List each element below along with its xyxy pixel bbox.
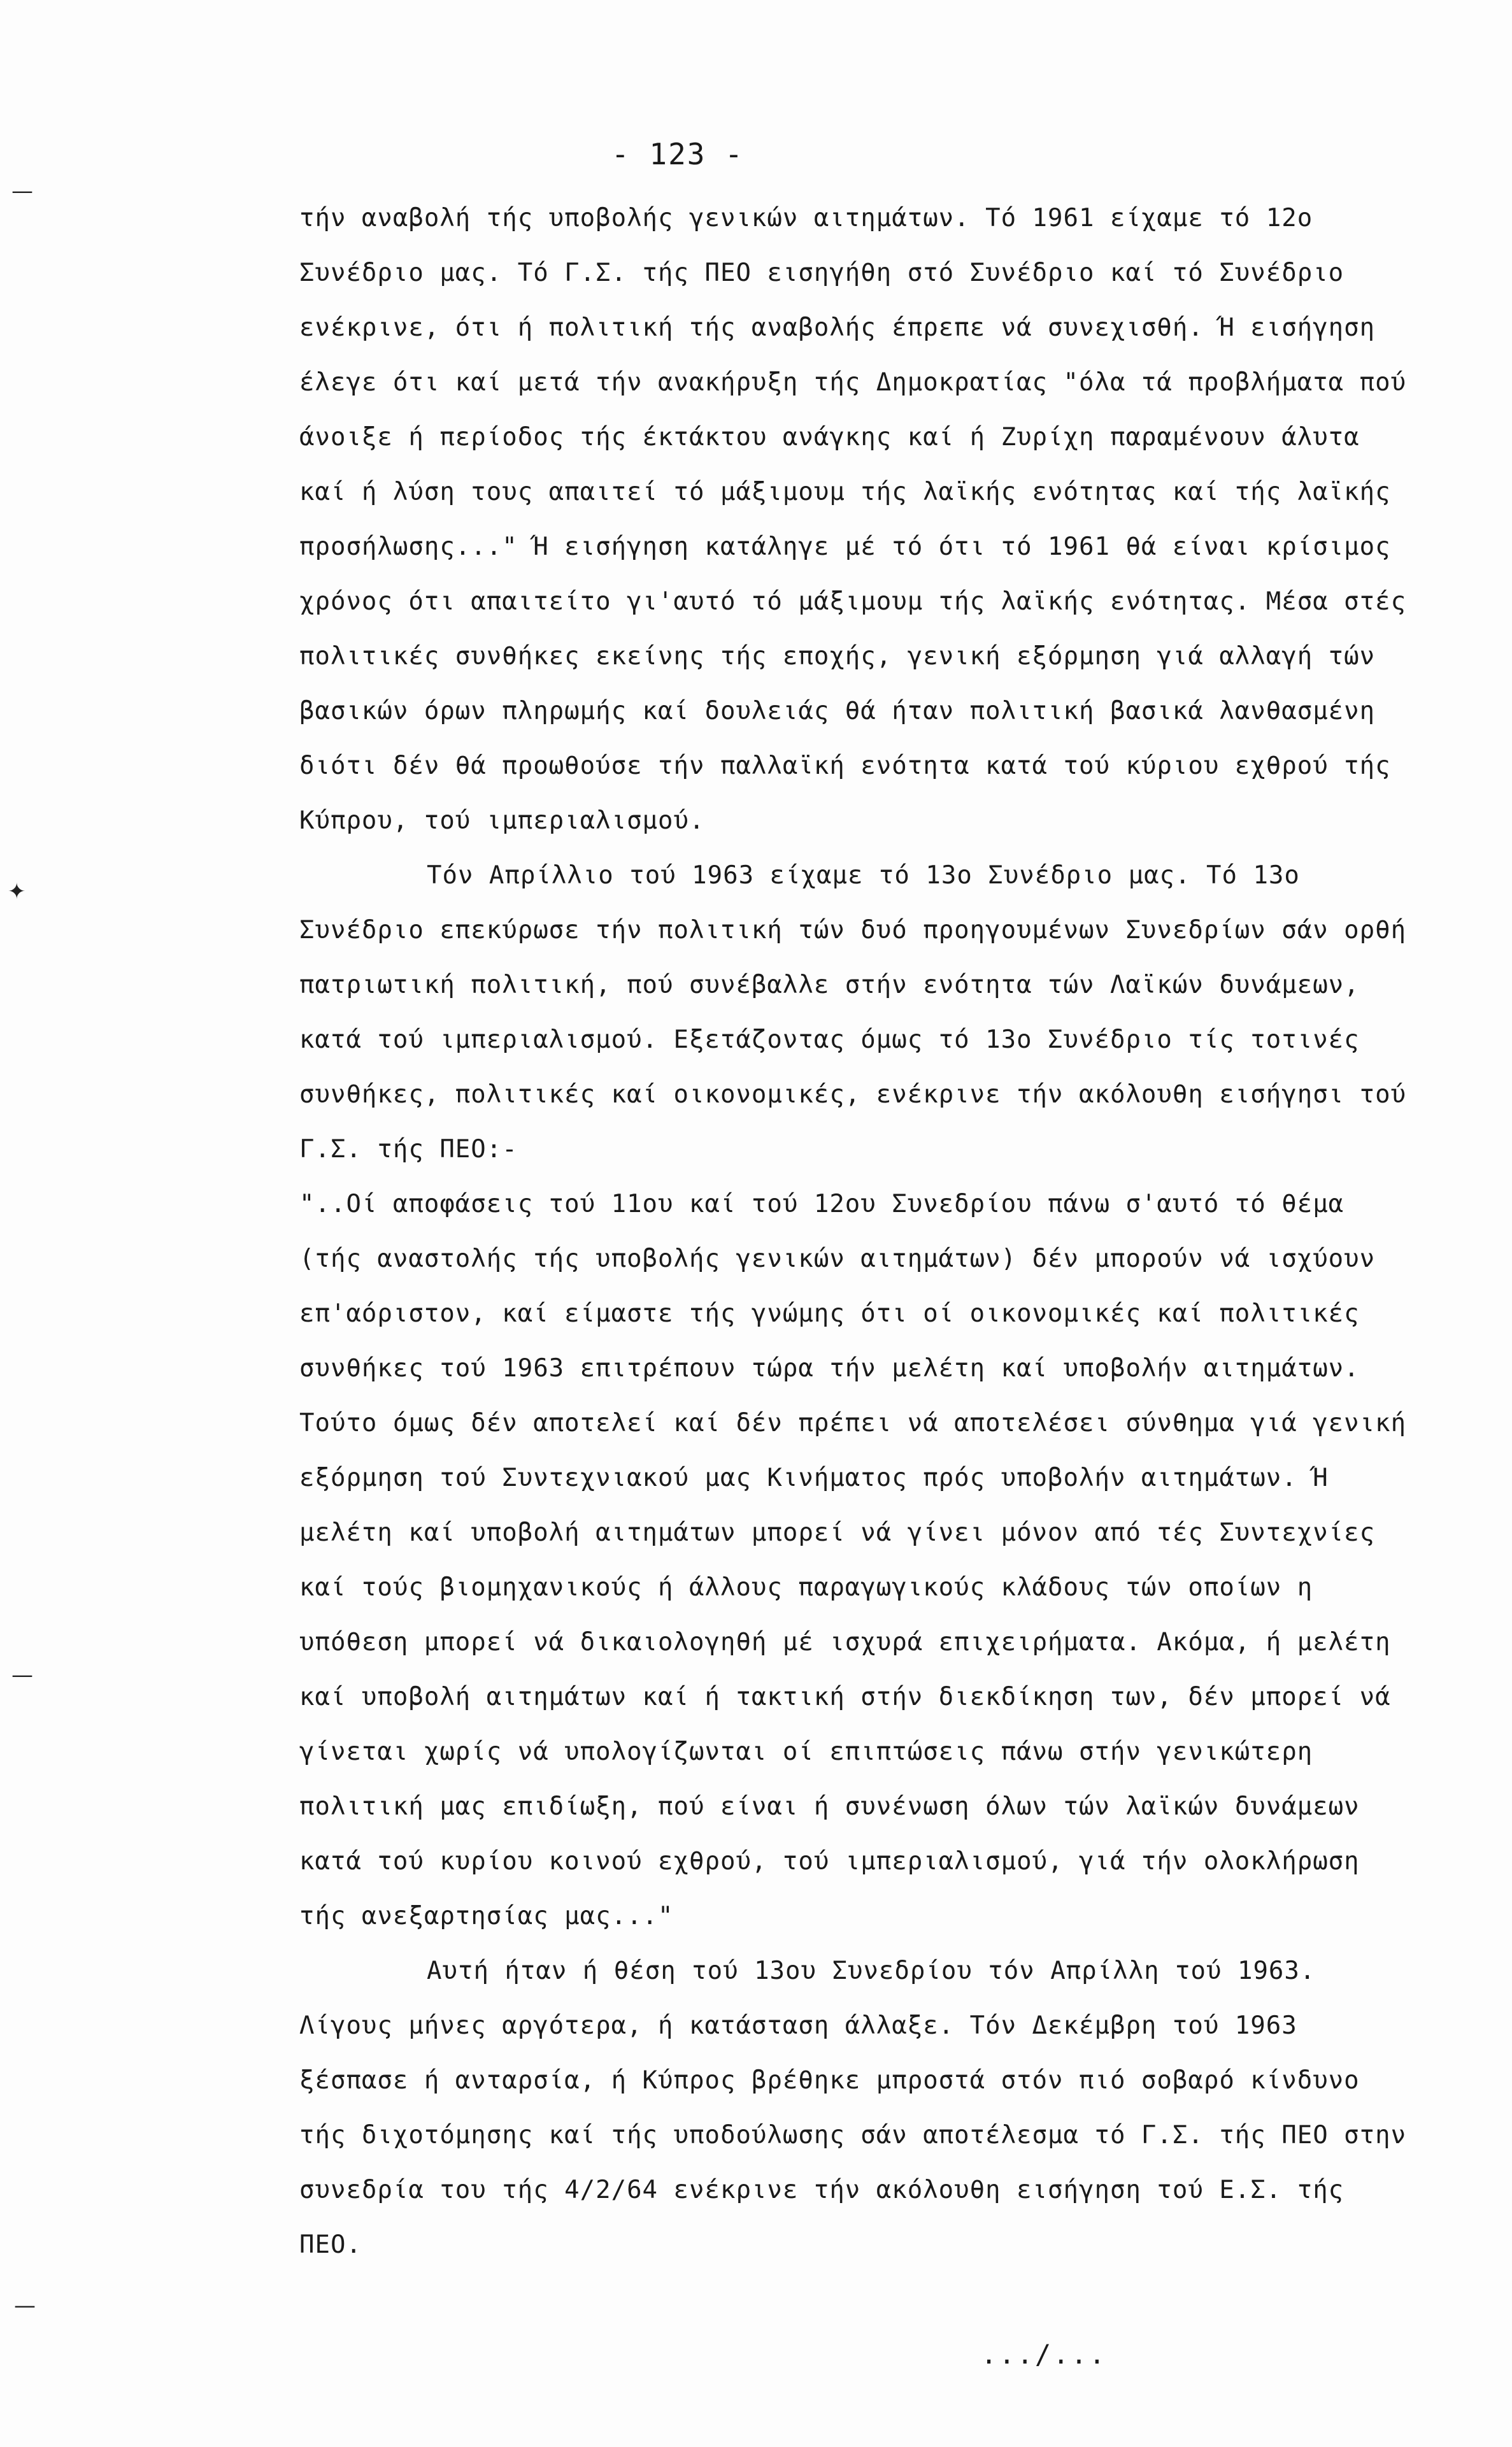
margin-tick-mark: — xyxy=(11,178,33,204)
paragraph-4: Αυτή ήταν ή θέση τού 13ου Συνεδρίου τόν Απρίλλη τού 1963. Λίγους μήνες αργότερα, ή κατάσταση άλλαξε. Τόν Δεκέμβρη τού 1963 ξέσπασε ή ανταρσία, ή Κύπρος βρέθηκε μπροστά στόν πιό σοβαρό κίνδυνο τής διχοτόμησης καί τής υποδούλωσης σάν αποτέλεσμα τό Γ.Σ. τής ΠΕΟ στην συνεδρία του τής 4/2/64 ενέκρινε τήν ακόλουθη εισήγηση τού Ε.Σ. τής ΠΕΟ. xyxy=(299,1957,1407,2259)
paragraph-2: Τόν Απρίλλιο τού 1963 είχαμε τό 13ο Συνέδριο μας. Τό 13ο Συνέδριο επεκύρωσε τήν πολιτική τών δυό προηγουμένων Συνεδρίων σάν ορθή πατριωτική πολιτική, πού συνέβαλλε στήν ενότητα τών Λαϊκών δυνάμεων, κατά τού ιμπεριαλισμού. Εξετάζοντας όμως τό 13ο Συνέδριο τίς τοτινές συνθήκες, πολιτικές καί οικονομικές, ενέκρινε τήν ακόλουθη εισήγησι τού Γ.Σ. τής ΠΕΟ:- xyxy=(299,861,1407,1164)
page-number: - 123 - xyxy=(611,137,744,171)
document-body xyxy=(299,191,1420,2272)
margin-tick-mark: — xyxy=(14,2293,36,2318)
paragraph-1: τήν αναβολή τής υποβολής γενικών αιτημάτων. Τό 1961 είχαμε τό 12ο Συνέδριο μας. Τό Γ.Σ. τής ΠΕΟ εισηγήθη στό Συνέδριο καί τό Συνέδριο ενέκρινε, ότι ή πολιτική τής αναβολής έπρεπε νά συνεχισθή. Ή εισήγηση έλεγε ότι καί μετά τήν ανακήρυξη τής Δημοκρατίας "όλα τά προβλήματα πού άνοιξε ή περίοδος τής έκτάκτου ανάγκης καί ή Ζυρίχη παραμένουν άλυτα καί ή λύση τους απαιτεί τό μάξιμουμ τής λαϊκής ενότητας καί τής λαϊκής προσήλωσης..." Ή εισήγηση κατάληγε μέ τό ότι τό 1961 θά είναι κρίσιμος χρόνος ότι απαιτείτο γι'αυτό τό μάξιμουμ τής λαϊκής ενότητας. Μέσα στές πολιτικές συνθήκες εκείνης τής εποχής, γενική εξόρμηση γιά αλλαγή τών βασικών όρων πληρωμής καί δουλειάς θά ήταν πολιτική βασικά λανθασμένη διότι δέν θά προωθούσε τήν παλλαϊκή ενότητα κατά τού κύριου εχθρού τής Κύπρου, τού ιμπεριαλισμού. xyxy=(299,204,1407,835)
margin-arrow-mark: ✦ xyxy=(8,879,26,904)
margin-tick-mark: — xyxy=(11,1662,33,1688)
continuation-mark: .../... xyxy=(981,2339,1108,2370)
paragraph-3-quote: "..Οί αποφάσεις τού 11ου καί τού 12ου Συνεδρίου πάνω σ'αυτό τό θέμα (τής αναστολής τής υποβολής γενικών αιτημάτων) δέν μπορούν νά ισχύουν επ'αόριστον, καί είμαστε τής γνώμης ότι οί οικονομικές καί πολιτικές συνθήκες τού 1963 επιτρέπουν τώρα τήν μελέτη καί υποβολήν αιτημάτων. Τούτο όμως δέν αποτελεί καί δέν πρέπει νά αποτελέσει σύνθημα γιά γενική εξόρμηση τού Συντεχνιακού μας Κινήματος πρός υποβολήν αιτημάτων. Ή μελέτη καί υποβολή αιτημάτων μπορεί νά γίνει μόνον από τές Συντεχνίες καί τούς βιομηχανικούς ή άλλους παραγωγικούς κλάδους τών οποίων η υπόθεση μπορεί νά δικαιολογηθή μέ ισχυρά επιχειρήματα. Ακόμα, ή μελέτη καί υποβολή αιτημάτων καί ή τακτική στήν διεκδίκηση των, δέν μπορεί νά γίνεται χωρίς νά υπολογίζωνται οί επιπτώσεις πάνω στήν γενικώτερη πολιτική μας επιδίωξη, πού είναι ή συνένωση όλων τών λαϊκών δυνάμεων κατά τού κυρίου κοινού εχθρού, τού ιμπεριαλισμού, γιά τήν ολοκλήρωση τής ανεξαρτησίας μας..." xyxy=(299,1190,1407,1930)
